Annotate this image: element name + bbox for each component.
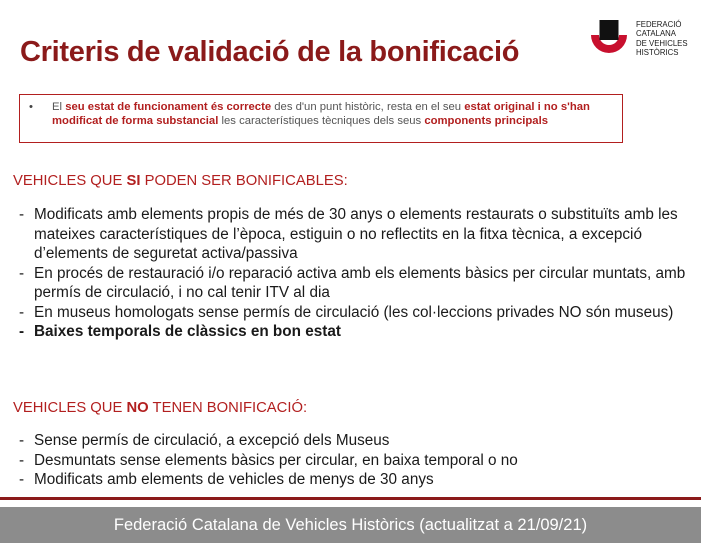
list-item [16, 451, 696, 471]
footer-divider [0, 497, 701, 500]
list-item-text: En museus homologats sense permís de circulació (les col·leccions privades NO són museus) [34, 303, 674, 321]
dash-marker: - [19, 206, 25, 223]
list-item [16, 264, 696, 303]
list-item [16, 470, 696, 490]
list-item-text: Sense permís de circulació, a excepció dels Museus [34, 432, 390, 449]
fcvh-logo [588, 16, 700, 68]
list-item-text: En procés de restauració i/o reparació activa amb els elements bàsics per circular muntats, amb permís de circulació, i no cal tenir ITV al dia [34, 264, 686, 301]
dash-marker: - [19, 471, 25, 488]
logo-line: CATALANA [636, 29, 677, 39]
footer [0, 507, 701, 543]
logo-line: DE VEHICLES [636, 38, 688, 48]
bullet-icon: • [29, 101, 33, 113]
list-item-text: Modificats amb elements de vehicles de menys de 30 anys [34, 471, 434, 488]
logo-text [636, 20, 688, 58]
criteria-box [19, 94, 623, 143]
dash-marker: - [19, 451, 25, 469]
logo-line: HISTÒRICS [636, 48, 679, 58]
heading-text: VEHICLES QUE [13, 400, 127, 416]
heading-emphasis: SI [126, 173, 141, 189]
not-eligible-list [16, 431, 696, 490]
dash-marker: - [19, 323, 25, 340]
heading-text: PODEN SER BONIFICABLES: [140, 173, 348, 189]
criteria-text-part: des d'un punt històric, resta en el seu [271, 101, 465, 113]
list-item [16, 322, 696, 342]
criteria-highlight: components principals [424, 115, 548, 127]
dash-marker: - [19, 264, 25, 282]
heading-emphasis: NO [126, 400, 149, 416]
dash-marker: - [19, 303, 25, 321]
footer-text: Federació Catalana de Vehicles Històrics (actualitzat a 21/09/21) [113, 515, 588, 534]
list-item-text: Baixes temporals de clàssics en bon estat [34, 323, 341, 340]
heading-eligible [13, 173, 348, 189]
list-item-text: Modificats amb elements propis de més de 30 anys o elements restaurats o substituïts amb les mateixes característiques de l’època, estiguin o no reflectits en la fitxa tècnica, a excepció d’elements de seguretat activa/passiva [34, 206, 678, 262]
heading-text: VEHICLES QUE [13, 173, 127, 189]
fcvh-logo-icon [588, 18, 630, 62]
logo-line: FEDERACIÓ [636, 20, 682, 29]
criteria-text-part: El [52, 101, 66, 113]
criteria-text-part: les característiques tècniques dels seus [218, 115, 425, 127]
criteria-text [52, 100, 614, 128]
heading-not-eligible [13, 400, 307, 416]
eligible-list [16, 205, 696, 342]
list-item [16, 303, 696, 323]
dash-marker: - [19, 432, 25, 449]
page-title: Criteris de validació de la bonificació [20, 36, 520, 68]
list-item [16, 205, 696, 264]
criteria-highlight: seu estat de funcionament és correcte [65, 101, 272, 113]
list-item [16, 431, 696, 451]
criteria-highlight: estat original i no s'han modificat de forma substancial [52, 101, 590, 127]
heading-text: TENEN BONIFICACIÓ: [148, 400, 308, 416]
list-item-text: Desmuntats sense elements bàsics per circular, en baixa temporal o no [34, 451, 518, 469]
